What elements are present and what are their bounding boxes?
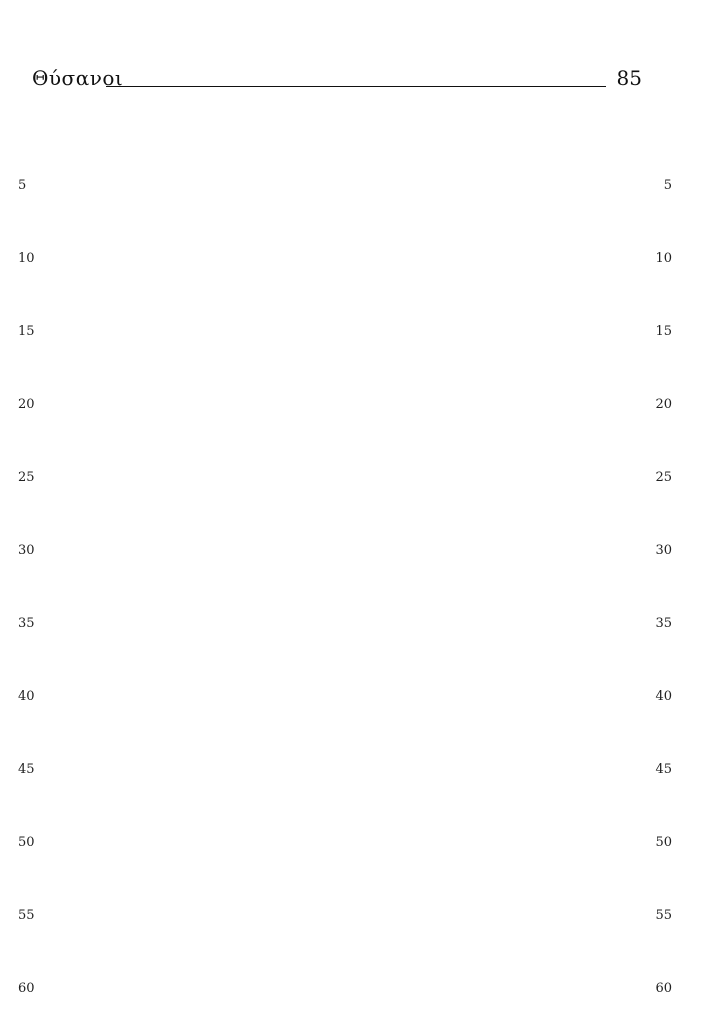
line-number: 25 bbox=[18, 470, 35, 486]
journal-title: Θύσανοι bbox=[32, 66, 124, 90]
page-number: 85 bbox=[616, 66, 642, 90]
line-number: 55 bbox=[655, 908, 672, 924]
header-rule bbox=[106, 86, 606, 87]
line-number: 5 bbox=[663, 178, 672, 194]
line-number: 45 bbox=[18, 762, 35, 778]
line-number: 60 bbox=[655, 981, 672, 997]
text-column-right bbox=[344, 108, 612, 1008]
line-number: 15 bbox=[18, 324, 35, 340]
line-number: 30 bbox=[655, 543, 672, 559]
line-number: 60 bbox=[18, 981, 35, 997]
line-number: 45 bbox=[655, 762, 672, 778]
line-number: 20 bbox=[655, 397, 672, 413]
line-number: 50 bbox=[655, 835, 672, 851]
line-number: 30 bbox=[18, 543, 35, 559]
line-number: 50 bbox=[18, 835, 35, 851]
line-number: 20 bbox=[18, 397, 35, 413]
line-numbers-right bbox=[648, 108, 672, 1008]
page-header bbox=[32, 66, 642, 96]
line-number: 5 bbox=[18, 178, 27, 194]
line-number: 10 bbox=[18, 251, 35, 267]
text-column-left bbox=[52, 108, 320, 1008]
line-number: 40 bbox=[655, 689, 672, 705]
line-number: 35 bbox=[655, 616, 672, 632]
line-number: 10 bbox=[655, 251, 672, 267]
line-number: 35 bbox=[18, 616, 35, 632]
line-number: 55 bbox=[18, 908, 35, 924]
line-number: 40 bbox=[18, 689, 35, 705]
line-number: 25 bbox=[655, 470, 672, 486]
line-numbers-left bbox=[18, 108, 42, 1008]
line-number: 15 bbox=[655, 324, 672, 340]
